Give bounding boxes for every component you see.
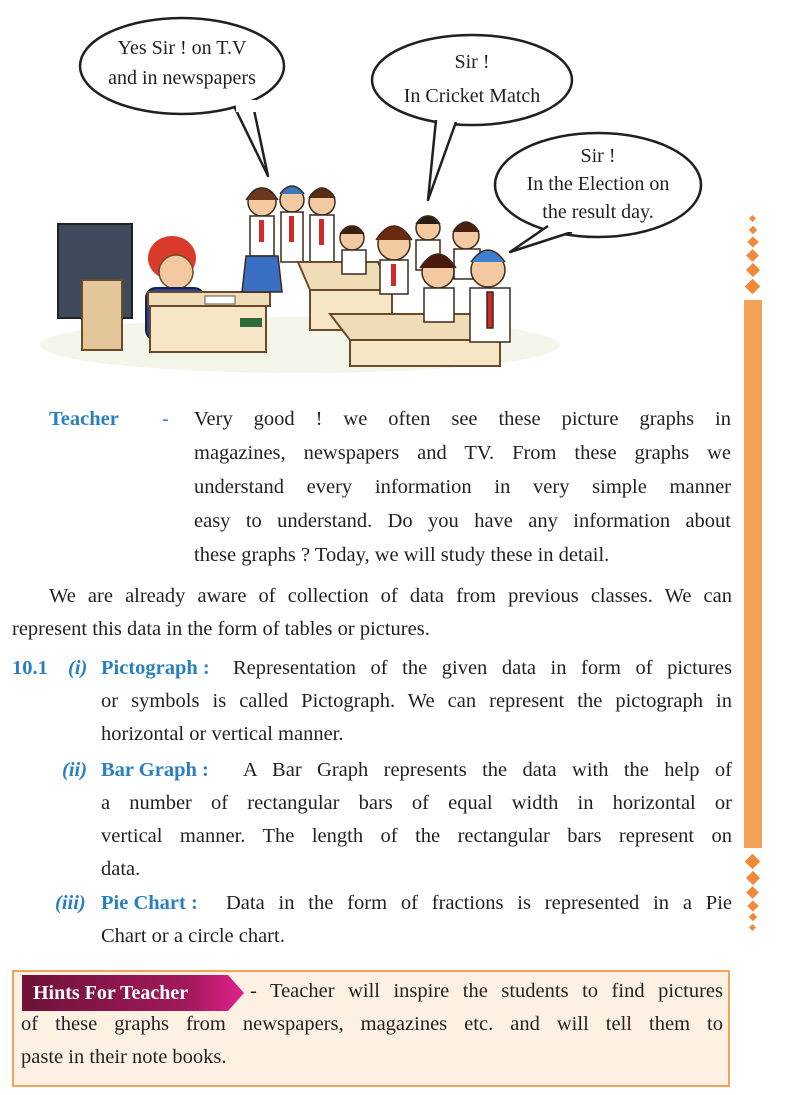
intro-line: represent this data in the form of tables or pictures. xyxy=(12,618,430,640)
classroom-illustration xyxy=(0,0,785,380)
hint-text: paste in their note books. xyxy=(21,1046,227,1068)
item-text: A Bar Graph represents the data with the help of xyxy=(243,759,732,781)
item-term: Bar Graph : xyxy=(101,759,209,781)
item-text: or symbols is called Pictograph. We can represent the pictograph in xyxy=(101,690,732,712)
bubble-right-line2: In the Election on xyxy=(526,173,670,195)
hint-text: - Teacher will inspire the students to find pictures xyxy=(250,980,723,1002)
hint-tag-label: Hints For Teacher xyxy=(33,982,189,1004)
dialogue-line: magazines, newspapers and TV. From these graphs we xyxy=(194,442,731,464)
bubble-middle-line2: In Cricket Match xyxy=(403,85,541,107)
bubble-right-line3: the result day. xyxy=(542,201,654,223)
item-text: data. xyxy=(101,858,141,880)
bubble-left-line2: and in newspapers xyxy=(108,67,256,89)
hint-text: of these graphs from newspapers, magazines etc. and will tell them to xyxy=(21,1013,723,1035)
dialogue-line: understand every information in very simple manner xyxy=(194,476,731,498)
speaker-label: Teacher xyxy=(49,408,119,430)
item-text: vertical manner. The length of the rectangular bars represent on xyxy=(101,825,732,847)
side-accent-bar xyxy=(744,300,762,848)
speech-bubble-right xyxy=(495,133,701,252)
intro-line: We are already aware of collection of data from previous classes. We can xyxy=(49,585,732,607)
item-marker: (i) xyxy=(68,657,88,679)
item-text: horizontal or vertical manner. xyxy=(101,723,344,745)
dialogue-line: easy to understand. Do you have any information about xyxy=(194,510,731,532)
item-marker: (iii) xyxy=(55,892,86,914)
item-marker: (ii) xyxy=(62,759,88,781)
item-text: Chart or a circle chart. xyxy=(101,925,285,947)
item-term: Pie Chart : xyxy=(101,892,198,914)
section-number: 10.1 xyxy=(12,657,48,679)
dialogue-line: Very good ! we often see these picture graphs in xyxy=(194,408,731,430)
bubble-left-line1: Yes Sir ! on T.V xyxy=(117,37,247,59)
item-text: Data in the form of fractions is represented in a Pie xyxy=(226,892,732,914)
speech-bubble-left xyxy=(80,18,284,176)
bubble-middle-line1: Sir ! xyxy=(454,51,490,73)
item-term: Pictograph : xyxy=(101,657,210,679)
bubble-right-line1: Sir ! xyxy=(580,145,616,167)
item-text: Representation of the given data in form of pictures xyxy=(233,657,732,679)
dialogue-line: these graphs ? Today, we will study these in detail. xyxy=(194,544,610,566)
speaker-dash: - xyxy=(162,408,169,430)
item-text: a number of rectangular bars of equal width in horizontal or xyxy=(101,792,732,814)
